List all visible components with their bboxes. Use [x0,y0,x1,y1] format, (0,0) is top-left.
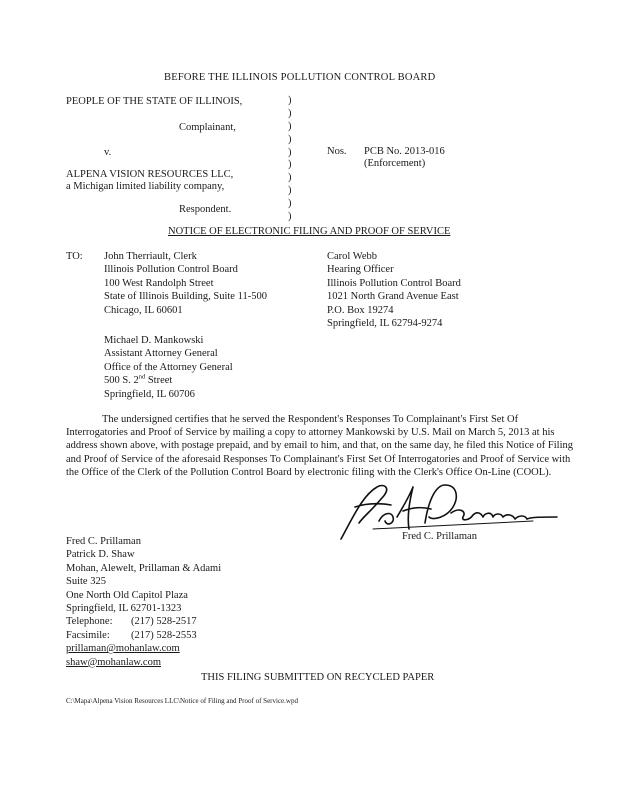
attorney-street [104,374,233,387]
clerk-line-2: Illinois Pollution Control Board [104,264,238,276]
attorney-title: Assistant Attorney General [104,348,218,360]
clerk-line-5: Chicago, IL 60601 [104,304,183,316]
attorney-street-suffix: Street [145,375,173,387]
paren-7: ) [288,172,292,184]
case-type: (Enforcement) [364,158,426,169]
firm-facsimile-row [66,629,221,642]
paren-9: ) [288,198,292,210]
file-path-footer: C:\Mapa\Alpena Vision Resources LLC\Notice of Filing and Proof of Service.wpd [66,697,298,705]
respondent-label: Respondent. [179,204,232,215]
paren-10: ) [288,211,292,223]
firm-city: Springfield, IL 62701-1323 [66,603,182,615]
signature-name: Fred C. Prillaman [402,531,477,542]
case-number: PCB No. 2013-016 [364,146,445,157]
email-link-prillaman[interactable]: prillaman@mohanlaw.com [66,643,180,655]
paren-2: ) [288,107,292,119]
clerk-line-3: 100 West Randolph Street [104,277,214,289]
defendant-name: ALPENA VISION RESOURCES LLC, [66,169,234,180]
attorney-city: Springfield, IL 60706 [104,388,195,400]
paren-3: ) [288,120,292,132]
hearing-officer-line-2: Hearing Officer [327,264,394,276]
attorney-name: Michael D. Mankowski [104,335,204,346]
clerk-line-1: John Therriault, Clerk [104,251,197,262]
email-link-shaw[interactable]: shaw@mohanlaw.com [66,656,162,668]
firm-suite: Suite 325 [66,576,106,588]
firm-attorney-2: Patrick D. Shaw [66,549,135,561]
telephone-number: (217) 528-2517 [131,616,197,628]
plaintiff-name: PEOPLE OF THE STATE OF ILLINOIS, [66,96,243,107]
hearing-officer-line-3: Illinois Pollution Control Board [327,277,461,289]
clerk-address [104,250,267,317]
hearing-officer-address [327,250,461,330]
firm-attorney-1: Fred C. Prillaman [66,536,141,547]
caption-parenthesis-column [288,95,292,224]
hearing-officer-line-5: P.O. Box 19274 [327,304,394,316]
recycled-paper-notice: THIS FILING SUBMITTED ON RECYCLED PAPER [201,672,435,683]
nos-label: Nos. [327,146,347,157]
paren-6: ) [288,159,292,171]
defendant-description: a Michigan limited liability company, [66,181,225,192]
telephone-label: Telephone: [66,616,113,628]
attorney-street-prefix: 500 S. 2 [104,375,139,387]
firm-name: Mohan, Alewelt, Prillaman & Adami [66,562,222,574]
firm-telephone-row [66,615,221,628]
firm-building: One North Old Capitol Plaza [66,589,188,601]
document-heading: BEFORE THE ILLINOIS POLLUTION CONTROL BOARD [164,72,436,83]
hearing-officer-line-4: 1021 North Grand Avenue East [327,291,459,303]
paren-5: ) [288,146,292,158]
paren-8: ) [288,185,292,197]
paren-1: ) [288,95,292,106]
to-label: TO: [66,251,83,262]
attorney-office: Office of the Attorney General [104,361,233,373]
firm-block [66,535,221,669]
versus-label: v. [104,147,112,158]
hearing-officer-line-6: Springfield, IL 62794-9274 [327,318,443,330]
complainant-label: Complainant, [179,122,236,133]
facsimile-number: (217) 528-2553 [131,629,197,641]
attorney-street-ordinal: nd [138,373,146,381]
certification-paragraph: The undersigned certifies that he served the Respondent's Responses To Complainant's First Set Of Interrogatories and Proof of Service by mailing a copy to attorney Mankowski by U.S. Mail on March 5, 2013 at his address shown above, with postage prepaid, and by email to him, and that, on the same day, he filed this Notice of Filing and Proof of Service of the aforesaid Responses To Complainant's First Set Of Interrogatories and Proof of Service with the Office of the Clerk of the Pollution Control Board by electronic filing with the Clerk's Office On-Line (COOL). [66,414,573,478]
attorney-general-address [104,334,233,401]
notice-title: NOTICE OF ELECTRONIC FILING AND PROOF OF SERVICE [168,226,451,237]
clerk-line-4: State of Illinois Building, Suite 11-500 [104,291,267,303]
paren-4: ) [288,133,292,145]
hearing-officer-line-1: Carol Webb [327,251,377,262]
facsimile-label: Facsimile: [66,629,110,641]
